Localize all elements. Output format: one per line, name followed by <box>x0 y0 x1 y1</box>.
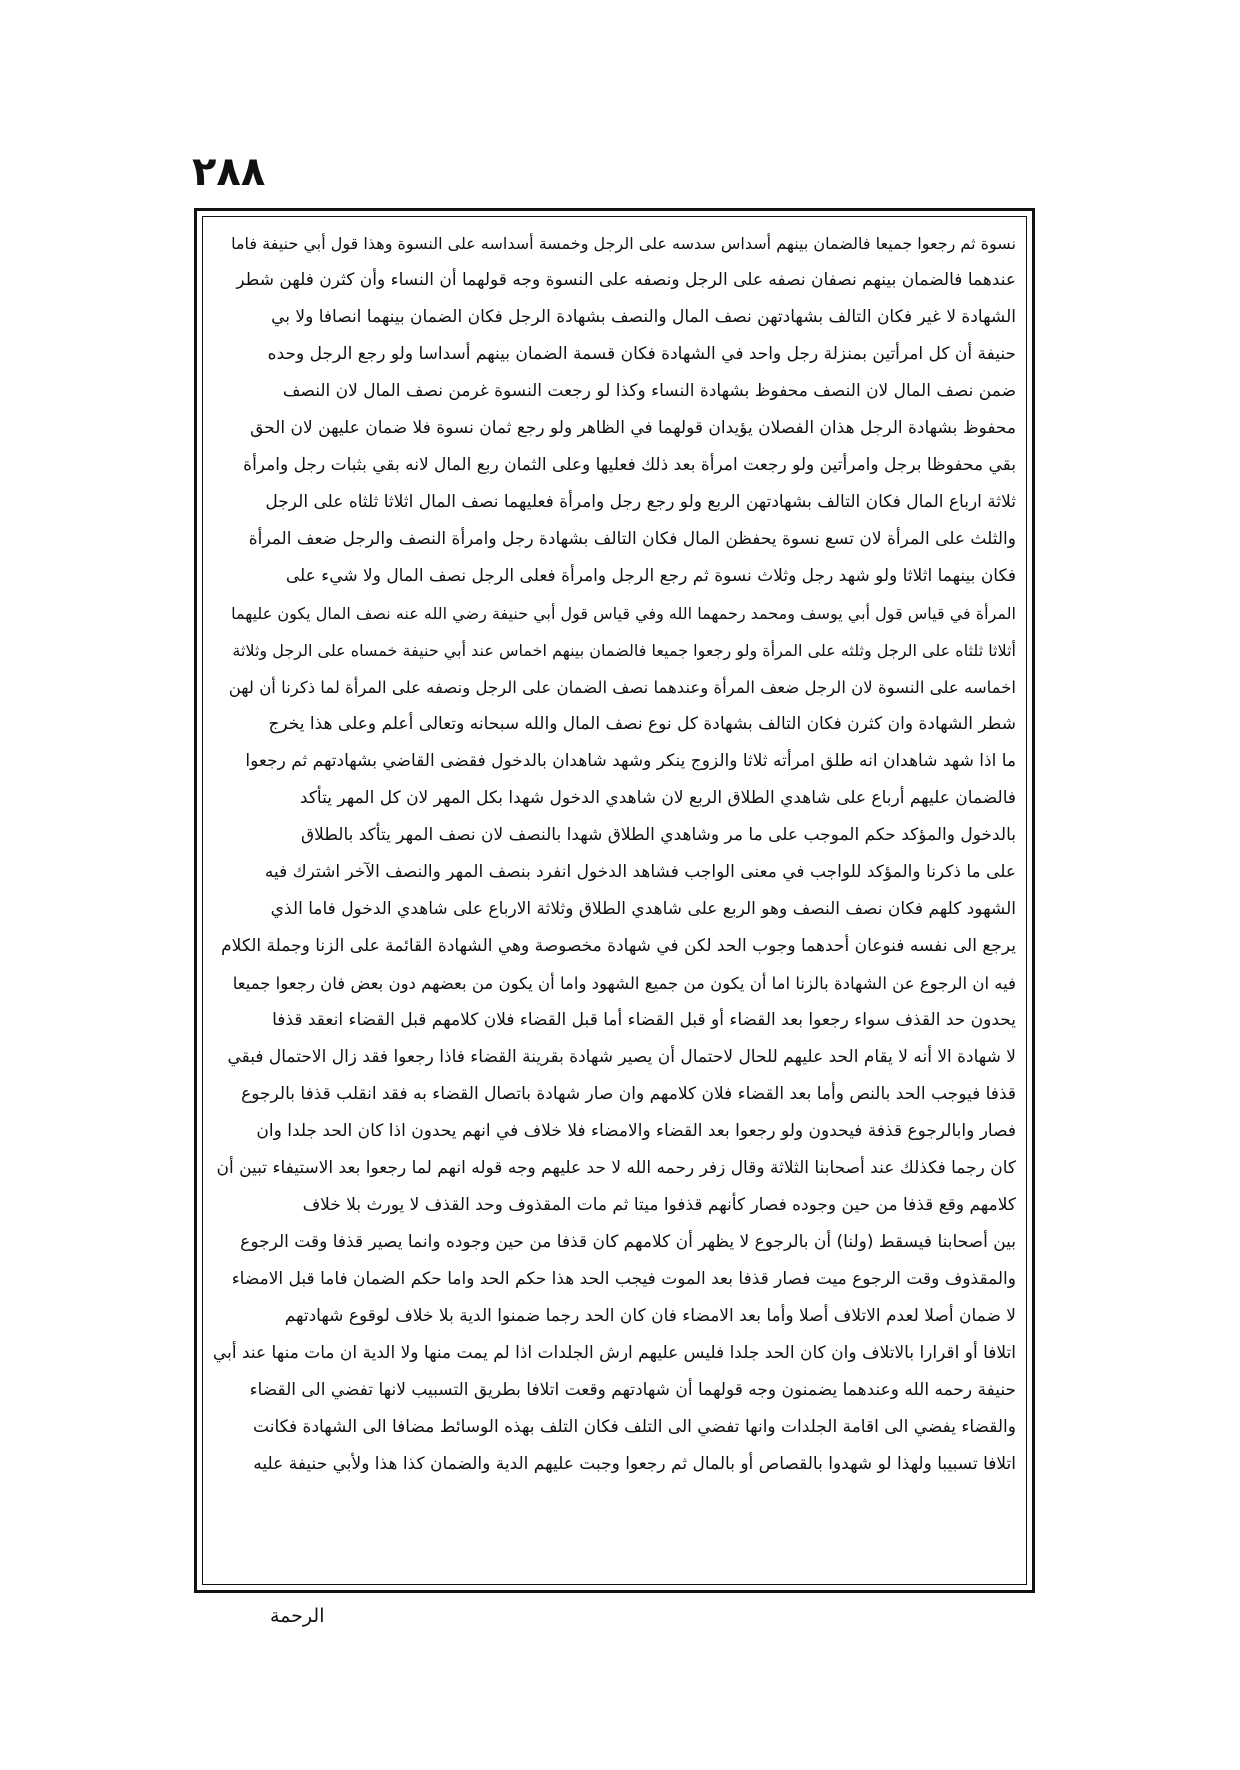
text-line: لا شهادة الا أنه لا يقام الحد عليهم للحال لاحتمال أن يصير شهادة بقرينة القضاء فاذا رجعوا فقد زال الاحتمال فبقي <box>227 1047 1016 1067</box>
text-line: بين أصحابنا فيسقط (ولنا) أن بالرجوع لا يظهر أن كلامهم كان قذفا من حين وجوده وانما يصير قذفا وقت الرجوع <box>240 1232 1016 1252</box>
text-line: اتلافا أو اقرارا بالاتلاف وان كان الحد جلدا فليس عليهم ارش الجلدات اذا لم يمت منها ولا الدية ان مات منها عند أبي <box>213 1343 1016 1363</box>
text-line: فيه ان الرجوع عن الشهادة بالزنا اما أن يكون من جميع الشهود واما أن يكون من بعضهم دون بعض فان رجعوا جميعا <box>232 974 1016 993</box>
text-line: أثلاثا ثلثاه على الرجل وثلثه على المرأة ولو رجعوا جميعا فالضمان بينهم اخماس عند أبي حنيفة خمساه على الرجل وثلاثة <box>232 641 1016 660</box>
text-line: ثلاثة ارباع المال فكان التالف بشهادتهن الربع ولو رجع رجل وامرأة فعليهما نصف المال اثلاثا ثلثاه على الرجل <box>265 492 1016 512</box>
text-line: اتلافا تسبيبا ولهذا لو شهدوا بالقصاص أو بالمال ثم رجعوا وجبت عليهم الدية والضمان كذا هذا ولأبي حنيفة عليه <box>253 1454 1016 1474</box>
text-line: الشهود كلهم فكان نصف النصف وهو الربع على شاهدي الطلاق وثلاثة الارباع على شاهدي الدخول فاما الذي <box>270 899 1016 919</box>
text-line: كان رجما فكذلك عند أصحابنا الثلاثة وقال زفر رحمه الله لا حد عليهم وجه قوله انهم لما رجعوا بعد الاستيفاء تبين أن <box>216 1158 1016 1178</box>
text-line: بقي محفوظا برجل وامرأتين ولو رجعت امرأة بعد ذلك فعليها وعلى الثمان ربع المال لانه بقي بثبات رجل وامرأة <box>243 455 1016 475</box>
text-line: والثلث على المرأة لان تسع نسوة يحفظن المال فكان التالف بشهادة رجل وامرأة النصف والرجل ضعف المرأة <box>248 529 1016 549</box>
text-line: لا ضمان أصلا لعدم الاتلاف أصلا وأما بعد الامضاء فان كان الحد رجما ضمنوا الدية بلا خلاف لوقوع شهادتهم <box>284 1306 1016 1326</box>
text-line: محفوظ بشهادة الرجل هذان الفصلان يؤيدان قولهما في الظاهر ولو رجع ثمان نسوة فلا ضمان عليهن لان الحق <box>250 418 1016 438</box>
text-line: فالضمان عليهم أرباع على شاهدي الطلاق الربع لان شاهدي الدخول شهدا بكل المهر لان كل المهر يتأكد <box>299 788 1016 808</box>
text-line: فصار وابالرجوع قذفة فيحدون ولو رجعوا بعد القضاء والامضاء فلا خلاف في انهم يحدون اذا كان الحد جلدا وان <box>256 1121 1016 1141</box>
text-line: المرأة في قياس قول أبي يوسف ومحمد رحمهما الله وفي قياس قول أبي حنيفة رضي الله عنه نصف المال يكون عليهما <box>231 604 1016 623</box>
text-line: نسوة ثم رجعوا جميعا فالضمان بينهم أسداس سدسه على الرجل وخمسة أسداسه على النسوة وهذا قول أبي حنيفة فاما <box>231 234 1016 253</box>
text-line: كلامهم وقع قذفا من حين وجوده فصار كأنهم قذفوا ميتا ثم مات المقذوف وحد القذف لا يورث بلا خلاف <box>302 1195 1016 1215</box>
text-line: حنيفة رحمه الله وعندهما يضمنون وجه قولهما أن شهادتهم وقعت اتلافا بطريق التسبيب لانها تفضي الى القضاء <box>249 1380 1016 1400</box>
text-line: بالدخول والمؤكد حكم الموجب على ما مر وشاهدي الطلاق شهدا بالنصف لان نصف المهر يتأكد بالطلاق <box>300 825 1016 845</box>
text-line: على ما ذكرنا والمؤكد للواجب في معنى الواجب فشاهد الدخول انفرد بنصف المهر والنصف الآخر اشترك فيه <box>264 862 1016 882</box>
text-line: الشهادة لا غير فكان التالف بشهادتهن نصف المال والنصف بشهادة الرجل فكان الضمان بينهما انصافا ولا بي <box>271 307 1016 327</box>
page-frame-inner <box>202 216 1027 1585</box>
text-line: يرجع الى نفسه فنوعان أحدهما وجوب الحد لكن في شهادة مخصوصة وهي الشهادة القائمة على الزنا وجملة الكلام <box>221 936 1016 956</box>
text-line: والقضاء يفضي الى اقامة الجلدات وانها تفضي الى التلف فكان التلف بهذه الوسائط مضافا الى الشهادة فكانت <box>253 1417 1016 1437</box>
text-line: ما اذا شهد شاهدان انه طلق امرأته ثلاثا والزوج ينكر وشهد شاهدان بالدخول فقضى القاضي بشهادتهم ثم رجعوا <box>245 751 1016 771</box>
text-line: شطر الشهادة وان كثرن فكان التالف بشهادة كل نوع نصف المال والله سبحانه وتعالى أعلم وعلى هذا يخرج <box>268 714 1016 734</box>
text-line: عندهما فالضمان بينهم نصفان نصفه على الرجل ونصفه على النسوة وجه قولهما أن النساء وأن كثرن فلهن شطر <box>236 270 1016 290</box>
catchword: الرحمة <box>270 1605 325 1627</box>
text-line: حنيفة أن كل امرأتين بمنزلة رجل واحد في الشهادة فكان قسمة الضمان بينهم أسداسا ولو رجع الرجل وحده <box>267 344 1016 364</box>
page-number: ۲۸۸ <box>192 149 266 195</box>
text-line: يحدون حد القذف سواء رجعوا بعد القضاء أو قبل القضاء أما قبل القضاء فلان كلامهم قبل القضاء انعقد قذفا <box>272 1010 1016 1030</box>
text-line: اخماسه على النسوة لان الرجل ضعف المرأة وعندهما نصف الضمان على الرجل ونصفه على المرأة لما ذكرنا أن لهن <box>228 678 1016 697</box>
text-line: قذفا فيوجب الحد بالنص وأما بعد القضاء فلان كلامهم وان صار شهادة باتصال القضاء به فقد انقلب قذفا بالرجوع <box>241 1084 1016 1104</box>
text-line: والمقذوف وقت الرجوع ميت فصار قذفا بعد الموت فيجب الحد هذا حكم الحد واما حكم الضمان فاما قبل الامضاء <box>231 1269 1016 1289</box>
text-line: ضمن نصف المال لان النصف محفوظ بشهادة النساء وكذا لو رجعت النسوة غرمن نصف المال لان النصف <box>282 381 1016 401</box>
page-frame <box>194 208 1035 1593</box>
text-line: فكان بينهما اثلاثا ولو شهد رجل وثلاث نسوة ثم رجع الرجل وامرأة فعلى الرجل نصف المال ولا شيء على <box>285 566 1016 586</box>
text-block <box>213 225 1016 1578</box>
